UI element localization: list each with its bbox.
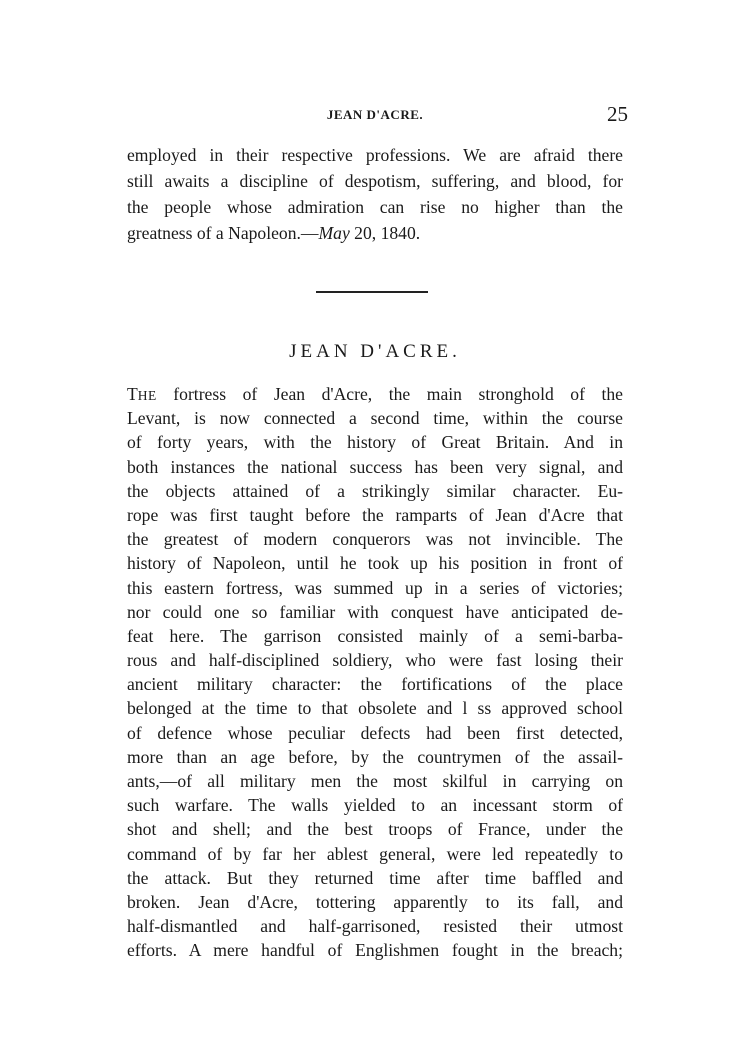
text-fragment: fortress of Jean d'Acre, the main stronghold of the (156, 384, 623, 404)
text-line: employed in their respective professions. We are afraid there (127, 145, 623, 165)
opening-initial: T (127, 384, 138, 404)
text-line: Levant, is now connected a second time, within the course (127, 408, 623, 429)
date-month: May (318, 223, 350, 243)
opening-small-caps: HE (137, 388, 157, 403)
section-divider (316, 291, 428, 293)
section-paragraph (127, 382, 623, 963)
text-line: history of Napoleon, until he took up his position in front of (127, 553, 623, 574)
text-line: ants,—of all military men the most skilful in carrying on (127, 771, 623, 791)
text-line: the attack. But they returned time after time baffled and (127, 867, 623, 888)
running-head (0, 104, 750, 128)
text-line: the people whose admiration can rise no higher than the (127, 197, 623, 217)
text-line: of defence whose peculiar defects had been first detected, (127, 722, 623, 743)
text-line: broken. Jean d'Acre, tottering apparently to its fall, and (127, 891, 623, 912)
text-line: shot and shell; and the best troops of France, under the (127, 819, 623, 840)
text-line: nor could one so familiar with conquest have anticipated de- (127, 601, 623, 622)
continuation-paragraph (127, 142, 623, 246)
text-line: efforts. A mere handful of Englishmen fought in the breach; (127, 940, 623, 961)
text-line (127, 382, 623, 406)
text-line: this eastern fortress, was summed up in a series of victories; (127, 577, 623, 598)
text-line: ancient military character: the fortifications of the place (127, 674, 623, 695)
text-line: belonged at the time to that obsolete and l ss approved school (127, 698, 623, 719)
text-line: the objects attained of a strikingly similar character. Eu- (127, 480, 623, 501)
running-title: JEAN D'ACRE. (326, 107, 424, 122)
text-line (127, 220, 623, 246)
text-line: still awaits a discipline of despotism, suffering, and blood, for (127, 171, 623, 191)
text-line: half-dismantled and half-garrisoned, resisted their utmost (127, 916, 623, 937)
text-line: rous and half-disciplined soldiery, who were fast losing their (127, 650, 623, 671)
text-line: the greatest of modern conquerors was not invincible. The (127, 529, 623, 550)
text-line: command of by far her ablest general, were led repeatedly to (127, 843, 623, 864)
text-line: rope was first taught before the ramparts of Jean d'Acre that (127, 504, 623, 525)
text-line: feat here. The garrison consisted mainly of a semi-barba- (127, 625, 623, 646)
date-rest: 20, 1840. (349, 223, 421, 243)
text-line: such warfare. The walls yielded to an incessant storm of (127, 795, 623, 816)
page-number: 25 (607, 102, 628, 126)
text-line: more than an age before, by the countrymen of the assail- (127, 746, 623, 767)
section-title: JEAN D'ACRE. (289, 341, 461, 362)
text-line: of forty years, with the history of Great Britain. And in (127, 432, 623, 453)
text-line: both instances the national success has been very signal, and (127, 456, 623, 477)
text-fragment: greatness of a Napoleon.— (127, 223, 319, 243)
